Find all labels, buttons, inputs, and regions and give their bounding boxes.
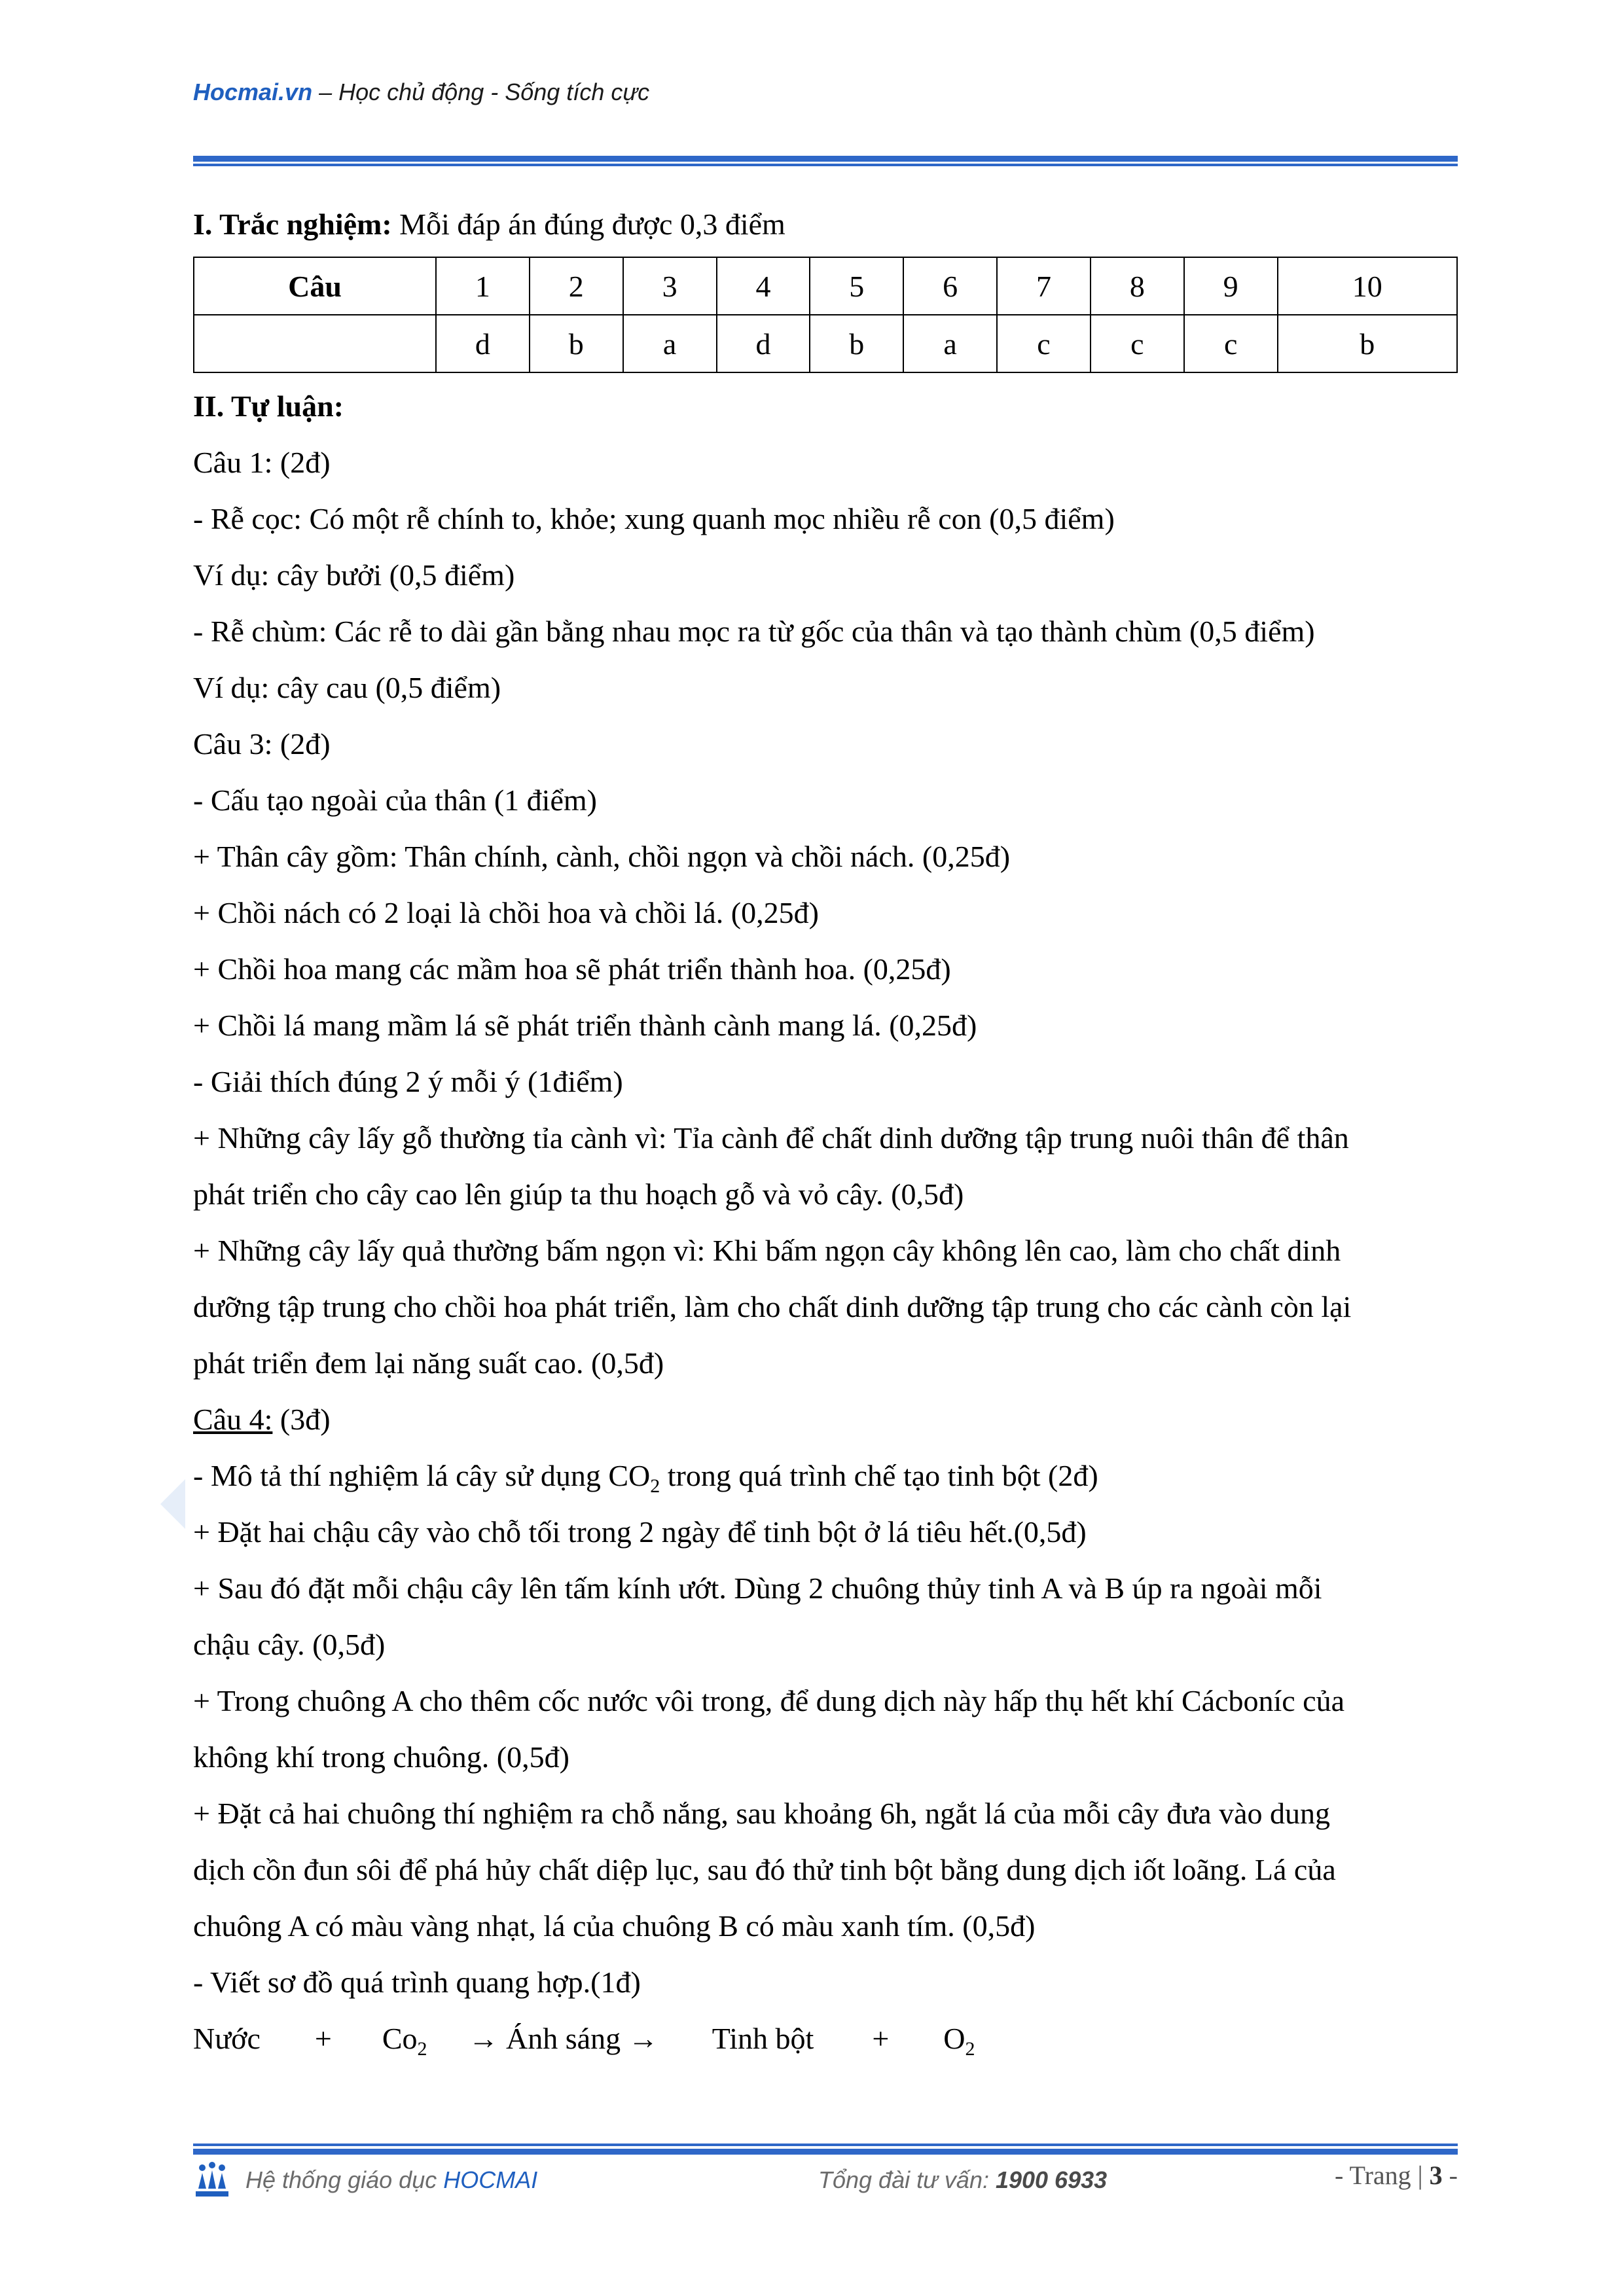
question-number: 3 [623, 257, 717, 315]
question-number: 8 [1091, 257, 1184, 315]
text-line: + Trong chuông A cho thêm cốc nước vôi trong, để dung dịch này hấp thụ hết khí Cácboníc của [193, 1684, 1345, 1717]
q4-desc-sub: 2 [650, 1475, 660, 1498]
text-line: + Đặt hai chậu cây vào chỗ tối trong 2 ngày để tinh bột ở lá tiêu hết.(0,5đ) [193, 1515, 1087, 1549]
text-line: không khí trong chuông. (0,5đ) [193, 1740, 569, 1774]
answer-cell: a [903, 315, 997, 372]
formula-o2: O [943, 2022, 965, 2055]
footer-system [245, 2166, 537, 2194]
header-tagline: – Học chủ động - Sống tích cực [312, 79, 650, 105]
footer-hotline-label: Tổng đài tư vấn: [818, 2166, 996, 2193]
question-number: 7 [997, 257, 1091, 315]
text-line: chuông A có màu vàng nhạt, lá của chuông B có màu xanh tím. (0,5đ) [193, 1909, 1036, 1943]
document-body [193, 196, 1458, 2067]
page-post: - [1442, 2161, 1458, 2190]
answer-cell: a [623, 315, 717, 372]
question-number: 9 [1184, 257, 1278, 315]
text-line: + Chồi lá mang mầm lá sẽ phát triển thành cành mang lá. (0,25đ) [193, 1009, 977, 1042]
photosynthesis-formula [193, 2011, 1458, 2067]
answer-table-header-row [194, 257, 1457, 315]
answer-cell: b [530, 315, 623, 372]
answer-cell: d [717, 315, 810, 372]
q4-points: (3đ) [272, 1403, 331, 1436]
text-line: Câu 3: (2đ) [193, 727, 331, 761]
footer-rule-thin [193, 2144, 1458, 2146]
answer-cell: b [1278, 315, 1457, 372]
text-line: + Chồi hoa mang các mầm hoa sẽ phát triển thành hoa. (0,25đ) [193, 952, 951, 986]
formula-starch: Tinh bột [712, 2022, 814, 2055]
text-line: + Thân cây gồm: Thân chính, cành, chồi ngọn và chồi nách. (0,25đ) [193, 840, 1011, 873]
section1-note: Mỗi đáp án đúng được 0,3 điểm [391, 207, 785, 241]
text-line: - Giải thích đúng 2 ý mỗi ý (1điểm) [193, 1065, 623, 1098]
text-line: - Viết sơ đồ quá trình quang hợp.(1đ) [193, 1965, 641, 1999]
text-line: - Rễ cọc: Có một rễ chính to, khỏe; xung quanh mọc nhiều rễ con (0,5 điểm) [193, 502, 1115, 535]
text-line: + Sau đó đặt mỗi chậu cây lên tấm kính ướt. Dùng 2 chuông thủy tinh A và B úp ra ngoài mỗi [193, 1571, 1322, 1605]
answer-table-empty-cell [194, 315, 436, 372]
formula-plus: + [872, 2022, 890, 2055]
formula-co2-sub: 2 [417, 2038, 427, 2060]
q4-heading [193, 1391, 1458, 1448]
text-line: + Đặt cả hai chuông thí nghiệm ra chỗ nắng, sau khoảng 6h, ngắt lá của mỗi cây đưa vào dung [193, 1797, 1331, 1830]
text-line: dưỡng tập trung cho chồi hoa phát triển, làm cho chất dinh dưỡng tập trung cho các cành còn lại [193, 1290, 1352, 1323]
text-line: dịch cồn đun sôi để phá hủy chất diệp lục, sau đó thử tinh bột bằng dung dịch iốt loãng. Lá của [193, 1853, 1336, 1886]
hocmai-logo-icon [193, 2160, 231, 2199]
page-header [193, 79, 649, 106]
side-arrow-icon [160, 1479, 185, 1529]
answer-table-header-label: Câu [194, 257, 436, 315]
formula-co2: Co [382, 2022, 418, 2055]
q4-desc-post: trong quá trình chế tạo tinh bột (2đ) [660, 1459, 1098, 1492]
question-number: 6 [903, 257, 997, 315]
question-number: 4 [717, 257, 810, 315]
page-num: 3 [1429, 2161, 1443, 2190]
question-number: 5 [810, 257, 903, 315]
footer-rule [193, 2149, 1458, 2155]
answer-cell: c [1184, 315, 1278, 372]
question-number: 1 [436, 257, 530, 315]
text-line: + Chồi nách có 2 loại là chồi hoa và chồi lá. (0,25đ) [193, 896, 819, 929]
footer-system-name: HOCMAI [443, 2166, 538, 2193]
page-number [1335, 2160, 1458, 2191]
text-line: Ví dụ: cây cau (0,5 điểm) [193, 671, 501, 704]
header-rule-thin [193, 164, 1458, 166]
page-pre: - Trang | [1334, 2161, 1430, 2190]
text-line: - Cấu tạo ngoài của thân (1 điểm) [193, 783, 597, 817]
text-line: Câu 1: (2đ) [193, 446, 331, 479]
header-rule [193, 156, 1458, 162]
text-line: chậu cây. (0,5đ) [193, 1628, 386, 1661]
footer-hotline [818, 2166, 1107, 2194]
formula-water: Nước [193, 2022, 261, 2055]
question-number: 2 [530, 257, 623, 315]
answer-cell: d [436, 315, 530, 372]
text-line: + Những cây lấy quả thường bấm ngọn vì: Khi bấm ngọn cây không lên cao, làm cho chất dinh [193, 1234, 1341, 1267]
q4-title: Câu 4: [193, 1403, 273, 1436]
text-line: + Những cây lấy gỗ thường tỉa cành vì: Tỉa cành để chất dinh dưỡng tập trung nuôi thân để thân [193, 1121, 1349, 1155]
formula-o2-sub: 2 [965, 2038, 975, 2060]
section1-title: I. Trắc nghiệm: [193, 207, 392, 241]
footer-hotline-number: 1900 6933 [995, 2166, 1108, 2193]
brand-name: Hocmai.vn [193, 79, 313, 105]
answer-table-answer-row [194, 315, 1457, 372]
question-number: 10 [1278, 257, 1457, 315]
answer-cell: c [1091, 315, 1184, 372]
section2-title: II. Tự luận: [193, 389, 344, 423]
text-line: Ví dụ: cây bưởi (0,5 điểm) [193, 558, 515, 592]
text-line: phát triển cho cây cao lên giúp ta thu hoạch gỗ và vỏ cây. (0,5đ) [193, 1177, 964, 1211]
text-line: - Rễ chùm: Các rễ to dài gần bằng nhau mọc ra từ gốc của thân và tạo thành chùm (0,5 điểm) [193, 615, 1315, 648]
footer-system-pre: Hệ thống giáo dục [245, 2166, 444, 2193]
formula-plus: + [314, 2022, 332, 2055]
text-line: phát triển đem lại năng suất cao. (0,5đ) [193, 1346, 664, 1380]
formula-arrow-light: → Ánh sáng → [468, 2022, 659, 2055]
answer-cell: c [997, 315, 1091, 372]
q4-desc-pre: - Mô tả thí nghiệm lá cây sử dụng CO [193, 1459, 651, 1492]
q4-description [193, 1448, 1458, 1504]
answer-cell: b [810, 315, 903, 372]
section1-heading [193, 196, 1458, 253]
answer-table [193, 257, 1458, 373]
